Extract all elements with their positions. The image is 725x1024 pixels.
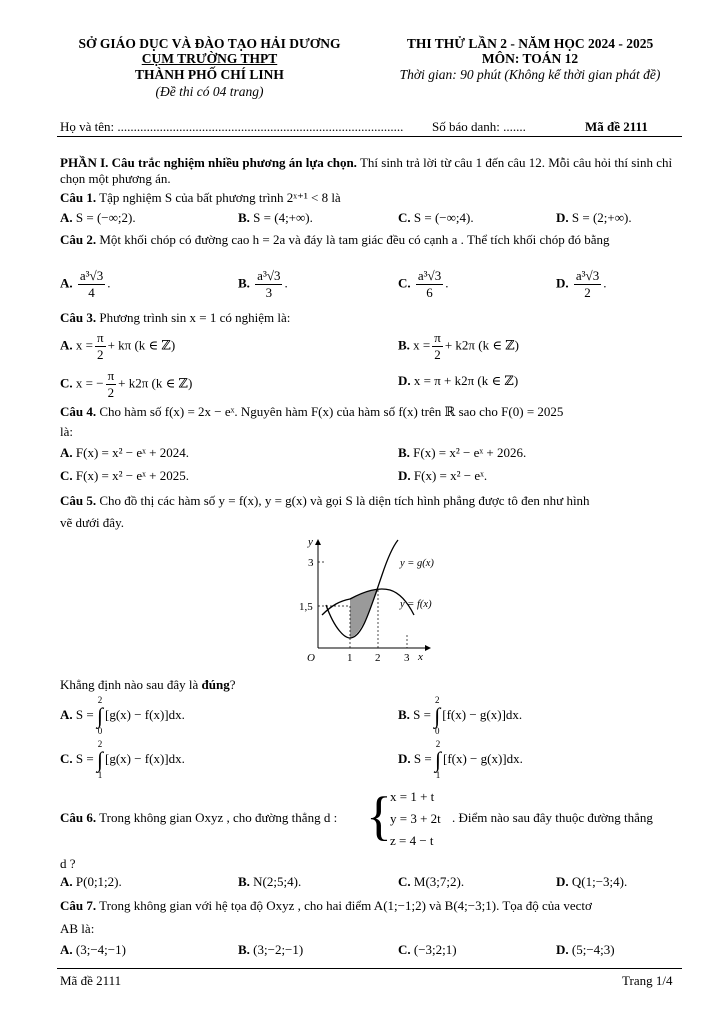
origin-label: O (307, 652, 315, 664)
q6-text: Trong không gian Oxyz , cho đường thẳng d : (96, 810, 338, 825)
q7-label: Câu 7. (60, 898, 97, 913)
line-system: x = 1 + t y = 3 + 2t z = 4 − t (390, 789, 441, 848)
q5-prompt: Khẳng định nào sau đây là đúng? (60, 677, 236, 692)
y-axis-label: y (308, 536, 313, 548)
subject: MÔN: TOÁN 12 (481, 51, 579, 66)
question-4 (60, 404, 682, 420)
q2-option-b[interactable]: B. $\frac{\text{a³√3}}{3}$ . (238, 268, 288, 300)
q1-option-c[interactable]: C. S = (−∞;4). (398, 210, 474, 225)
label-f: y = f(x) (400, 599, 432, 610)
q7-option-d[interactable]: D. (5;−4;3) (556, 942, 615, 957)
q1-text: Tập nghiệm S của bất phương trình 2ˣ⁺¹ < 8 là (96, 190, 341, 205)
q6-option-c[interactable]: C. M(3;7;2). (398, 874, 465, 889)
q4-option-b[interactable]: B. F(x) = x² − eˣ + 2026. (398, 445, 527, 460)
system-brace: { (366, 786, 392, 846)
q6-option-a[interactable]: A. P(0;1;2). (60, 874, 122, 889)
q6-text-cont: d ? (60, 856, 76, 871)
name-field[interactable]: Họ và tên: ........................................................................................ (60, 119, 404, 134)
q2-option-c[interactable]: C. $\frac{\text{a³√3}}{6}$ . (398, 268, 449, 300)
q3-option-b[interactable]: B. x = $\frac{\pi}{2}$ + k2π (k ∈ ℤ) (398, 330, 520, 362)
duration: Thời gian: 90 phút (Không kể thời gian phát đề) (399, 67, 661, 82)
page-count-note: (Đề thi có 04 trang) (155, 84, 264, 99)
q2-option-a[interactable]: A. $\frac{\text{a³√3}}{4}$ . (60, 268, 111, 300)
question-6 (60, 786, 682, 852)
q4-option-c[interactable]: C. F(x) = x² − eˣ + 2025. (60, 468, 189, 483)
q6-label: Câu 6. (60, 810, 97, 825)
tick-y15: 1,5 (299, 601, 313, 613)
q4-text-cont: là: (60, 424, 73, 439)
q5-text: Cho đồ thị các hàm số y = f(x), y = g(x) và gọi S là diện tích hình phẳng được tô đen như hình (96, 493, 590, 508)
question-2 (60, 232, 682, 248)
q5-option-d[interactable]: D. S = 2 ∫ 1[f(x) − g(x)]dx. (398, 739, 523, 780)
tick-x1: 1 (347, 652, 353, 664)
question-3 (60, 310, 682, 326)
q7-text: Trong không gian với hệ tọa độ Oxyz , cho hai điểm A(1;−1;2) và B(4;−3;1). Tọa độ của vectơ (96, 898, 592, 913)
q2-label: Câu 2. (60, 232, 97, 247)
exam-code: Mã đề 2111 (585, 119, 648, 134)
q2-text: Một khối chóp có đường cao h = 2a và đáy là tam giác đều có cạnh a . Thể tích khối chóp đó bằng (96, 232, 610, 247)
q1-option-a[interactable]: A. S = (−∞;2). (60, 210, 136, 225)
q6-text-after: . Điểm nào sau đây thuộc đường thẳng (452, 810, 653, 825)
q5-text-cont: vẽ dưới đây. (60, 515, 124, 530)
sbd-field[interactable]: Số báo danh: ....... (432, 119, 526, 134)
q1-option-b[interactable]: B. S = (4;+∞). (238, 210, 313, 225)
tick-y3: 3 (308, 557, 314, 569)
city-name: THÀNH PHỐ CHÍ LINH (135, 67, 284, 82)
q1-label: Câu 1. (60, 190, 97, 205)
question-1 (60, 190, 682, 206)
q1-option-d[interactable]: D. S = (2;+∞). (556, 210, 632, 225)
question-5 (60, 493, 682, 509)
q5-option-c[interactable]: C. S = 2 ∫ 1[g(x) − f(x)]dx. (60, 739, 185, 780)
q7-option-b[interactable]: B. (3;−2;−1) (238, 942, 304, 957)
tick-x2: 2 (375, 652, 381, 664)
part1-instruction: Thí sinh trả lời từ câu 1 đến câu 12. Mỗi câu hỏi thí sinh chỉ chọn một phương án. (60, 155, 673, 186)
q5-label: Câu 5. (60, 493, 97, 508)
q7-option-c[interactable]: C. (−3;2;1) (398, 942, 457, 957)
school-cluster: CỤM TRƯỜNG THPT (141, 51, 278, 66)
divider (57, 136, 682, 137)
q4-option-d[interactable]: D. F(x) = x² − eˣ. (398, 468, 488, 483)
footer-divider (57, 968, 682, 969)
x-axis-label: x (418, 651, 423, 663)
question-7 (60, 898, 682, 914)
q5-option-a[interactable]: A. S = 2 ∫ 0[g(x) − f(x)]dx. (60, 695, 185, 736)
q3-option-d[interactable]: D. x = π + k2π (k ∈ ℤ) (398, 373, 519, 388)
q7-text-cont: AB là: (60, 921, 95, 936)
q6-option-d[interactable]: D. Q(1;−3;4). (556, 874, 628, 889)
q4-text: Cho hàm số f(x) = 2x − eˣ. Nguyên hàm F(x) của hàm số f(x) trên ℝ sao cho F(0) = 2025 (96, 404, 564, 419)
dept-title: SỞ GIÁO DỤC VÀ ĐÀO TẠO HẢI DƯƠNG (78, 36, 341, 51)
q2-option-d[interactable]: D. $\frac{\text{a³√3}}{2}$ . (556, 268, 607, 300)
function-graph (290, 535, 450, 670)
q5-option-b[interactable]: B. S = 2 ∫ 0[f(x) − g(x)]dx. (398, 695, 523, 736)
exam-title: THI THỬ LẦN 2 - NĂM HỌC 2024 - 2025 (406, 36, 654, 51)
q6-option-b[interactable]: B. N(2;5;4). (238, 874, 302, 889)
q7-option-a[interactable]: A. (3;−4;−1) (60, 942, 126, 957)
tick-x3: 3 (404, 652, 410, 664)
q4-label: Câu 4. (60, 404, 97, 419)
label-g: y = g(x) (400, 558, 434, 569)
q3-text: Phương trình sin x = 1 có nghiệm là: (96, 310, 291, 325)
page-number: Trang 1/4 (622, 973, 673, 988)
q3-option-a[interactable]: A. x = $\frac{\pi}{2}$ + kπ (k ∈ ℤ) (60, 330, 176, 362)
footer-exam-code: Mã đề 2111 (60, 973, 122, 988)
q3-option-c[interactable]: C. x = − $\frac{\pi}{2}$ + k2π (k ∈ ℤ) (60, 368, 193, 400)
q4-option-a[interactable]: A. F(x) = x² − eˣ + 2024. (60, 445, 189, 460)
part1-heading (60, 155, 682, 187)
q3-label: Câu 3. (60, 310, 97, 325)
part1-title: PHẦN I. Câu trắc nghiệm nhiều phương án lựa chọn. (60, 155, 357, 170)
